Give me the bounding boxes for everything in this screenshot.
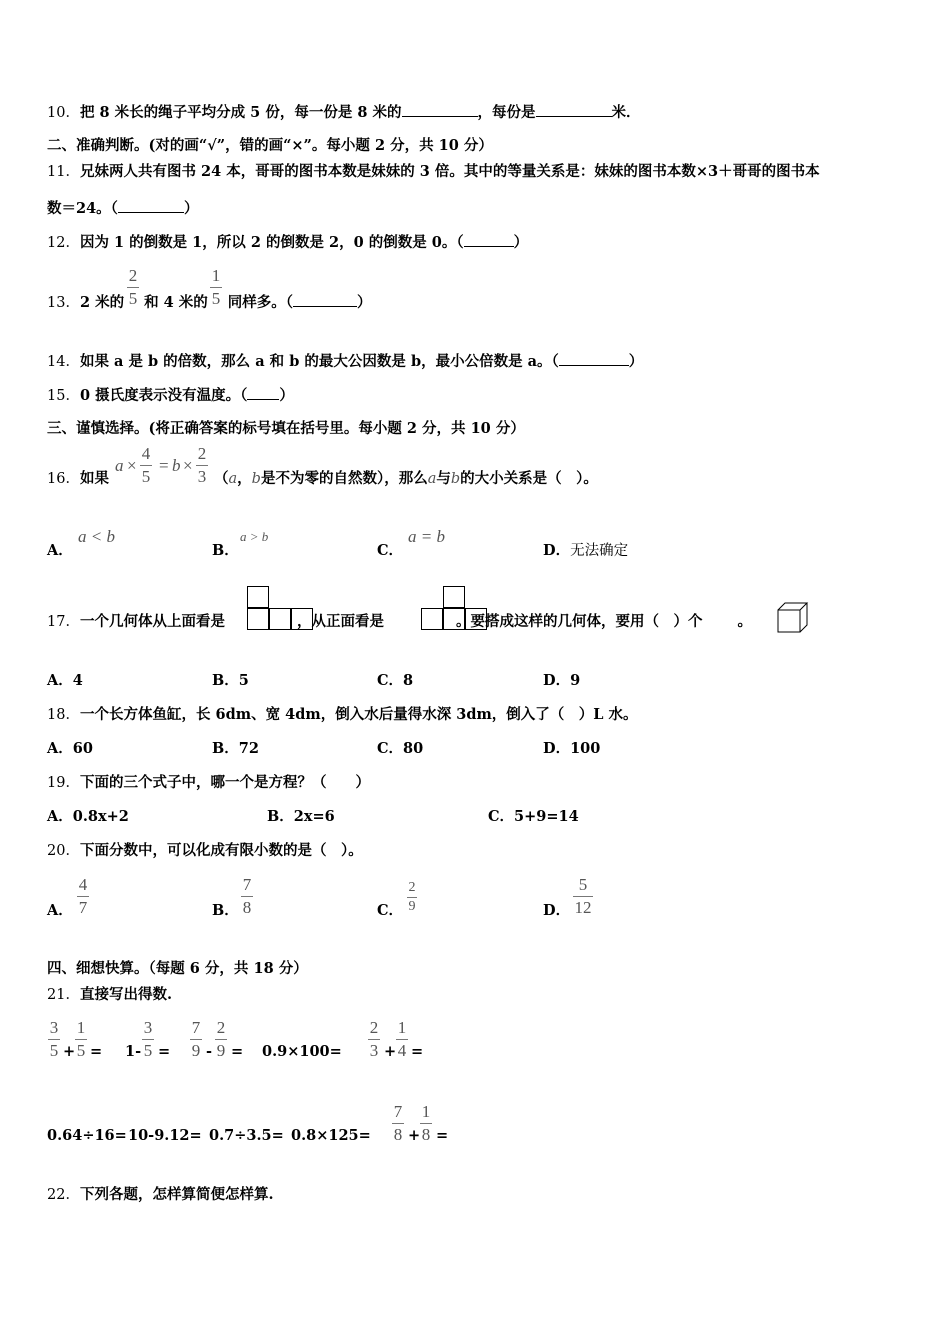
question-20: 20．下面分数中，可以化成有限小数的是（ ）。	[47, 842, 363, 859]
var-b: b	[172, 456, 181, 475]
question-22: 22．下列各题，怎样算简便怎样算.	[47, 1186, 274, 1203]
fraction: 1 5	[76, 1018, 86, 1060]
option-a[interactable]: A．0.8x+2	[47, 808, 129, 825]
cube-icon	[777, 602, 809, 634]
option-d[interactable]: D．9	[543, 672, 581, 689]
fraction: 3 5	[143, 1018, 153, 1060]
option-d[interactable]: D．100	[543, 740, 601, 757]
question-11: 11．兄妹两人共有图书 24 本，哥哥的图书本数是妹妹的 3 倍。其中的等量关系是：妹妹的图书本数×3＋哥哥的图书本	[47, 163, 820, 180]
option-b-math: a > b	[240, 529, 269, 544]
option-c[interactable]: C．	[377, 542, 404, 559]
option-a-math: a < b	[78, 527, 115, 546]
question-16-num: 16．如果	[47, 470, 109, 487]
option-a[interactable]: A．	[47, 902, 73, 919]
fraction: 1 8	[421, 1102, 431, 1144]
option-c[interactable]: C．80	[377, 740, 424, 757]
fraction-2-3: 2 3	[197, 444, 207, 486]
answer-blank[interactable]	[293, 292, 357, 307]
fraction-2-5: 2 5	[128, 266, 138, 308]
question-14: 14．如果 a 是 b 的倍数，那么 a 和 b 的最大公因数是 b，最小公倍数是 a。（ ）	[47, 353, 644, 370]
option-b[interactable]: B．	[212, 542, 239, 559]
option-a[interactable]: A．60	[47, 740, 93, 757]
option-a[interactable]: A．	[47, 542, 73, 559]
section-3-heading: 三、谨慎选择。(将正确答案的标号填在括号里。每小题 2 分，共 10 分）	[47, 420, 525, 437]
option-c[interactable]: C．8	[377, 672, 414, 689]
answer-blank[interactable]	[118, 198, 184, 213]
question-11-cont: 数＝24。（ ）	[47, 200, 199, 217]
fraction: 2 3	[369, 1018, 379, 1060]
fraction-2-9: 2 9	[408, 880, 416, 914]
question-15: 15．0 摄氏度表示没有温度。（ ）	[47, 387, 294, 404]
answer-blank[interactable]	[559, 351, 629, 366]
option-c[interactable]: C．5+9=14	[488, 808, 579, 825]
fraction: 7 9	[191, 1018, 201, 1060]
question-16-text: （a，b是不为零的自然数），那么a与b的大小关系是（ ）。	[214, 470, 598, 487]
fraction: 2 9	[216, 1018, 226, 1060]
fraction: 1 4	[397, 1018, 407, 1060]
fraction-1-5: 1 5	[211, 266, 221, 308]
fraction-4-7: 4 7	[78, 875, 88, 917]
fraction: 3 5	[49, 1018, 59, 1060]
answer-blank[interactable]	[247, 385, 279, 400]
option-b[interactable]: B．72	[212, 740, 259, 757]
question-17: 17．一个几何体从上面看是 ，从正面看是 。要搭成这样的几何体，要用（ ）个 。	[47, 613, 752, 630]
answer-blank[interactable]	[536, 102, 612, 117]
question-12: 12．因为 1 的倒数是 1，所以 2 的倒数是 2，0 的倒数是 0。（ ）	[47, 234, 529, 251]
option-b[interactable]: B．5	[212, 672, 249, 689]
option-c-math: a = b	[408, 527, 445, 546]
answer-blank[interactable]	[464, 232, 514, 247]
question-18: 18．一个长方体鱼缸，长 6dm、宽 4dm，倒入水后量得水深 3dm，倒入了（ ）L 水。	[47, 706, 638, 723]
option-b[interactable]: B．2x=6	[267, 808, 335, 825]
answer-blank[interactable]	[402, 102, 478, 117]
section-4-heading: 四、细想快算。（每题 6 分，共 18 分）	[47, 960, 308, 977]
question-21: 21．直接写出得数.	[47, 986, 173, 1003]
option-b[interactable]: B．	[212, 902, 239, 919]
fraction-5-12: 5 12	[574, 875, 592, 917]
fraction: 7 8	[393, 1102, 403, 1144]
question-13: 13．2 米的 和 4 米的 同样多。（ ）	[47, 294, 372, 311]
option-c[interactable]: C．	[377, 902, 404, 919]
option-d[interactable]: D．	[543, 902, 571, 919]
option-d[interactable]: D．无法确定	[543, 542, 629, 559]
question-19: 19．下面的三个式子中，哪一个是方程？（ ）	[47, 774, 370, 791]
option-a[interactable]: A．4	[47, 672, 83, 689]
fraction-4-5: 4 5	[141, 444, 151, 486]
fraction-7-8: 7 8	[242, 875, 252, 917]
var-a: a	[115, 456, 124, 475]
section-2-heading: 二、准确判断。(对的画“√”，错的画“×”。每小题 2 分，共 10 分）	[47, 137, 493, 154]
question-10: 10．把 8 米长的绳子平均分成 5 份，每一份是 8 米的 ，每份是 米．	[47, 104, 641, 121]
